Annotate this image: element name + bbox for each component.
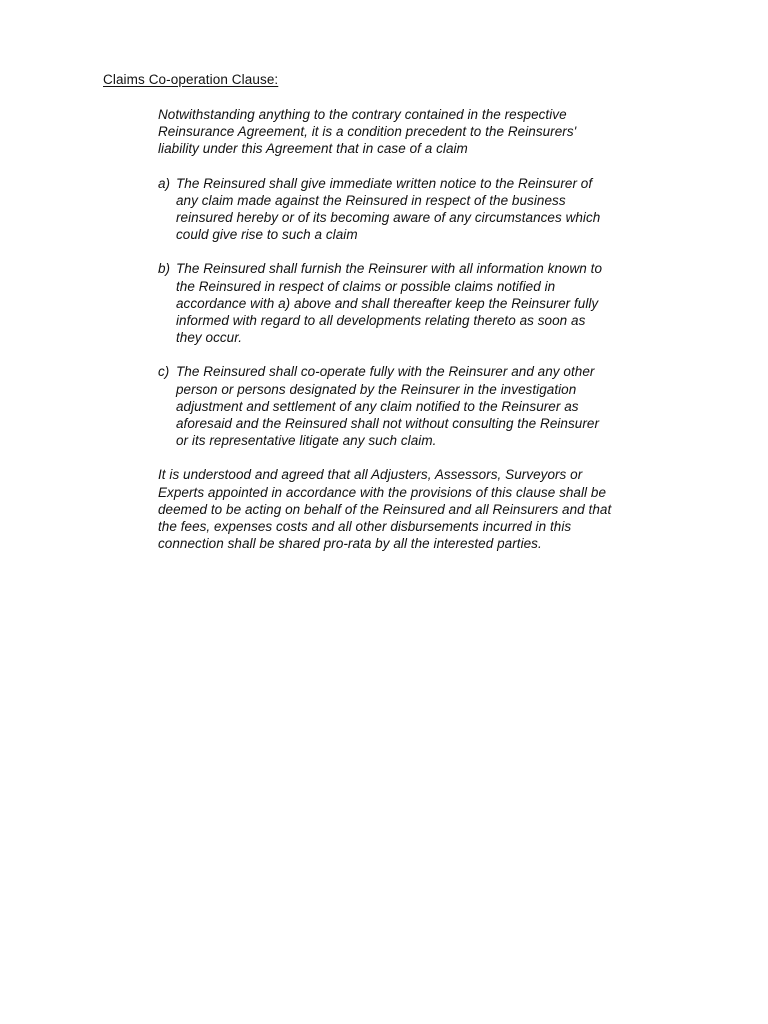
- clause-item-b: [158, 260, 658, 346]
- item-text: The Reinsured shall furnish the Reinsurer with all information known to the Reinsured in respect of claims or possible claims notified in accordance with a) above and shall thereafter keep the Reinsurer fully informed with regard to all developments relating thereto as soon as they occur.: [176, 261, 603, 346]
- clause-body: [158, 106, 658, 569]
- closing-paragraph: It is understood and agreed that all Adjusters, Assessors, Surveyors or Experts appointed in accordance with the provisions of this clause shall be deemed to be acting on behalf of the Reinsured and all Reinsurers and that the fees, expenses costs and all other disbursements incurred in this connection shall be shared pro-rata by all the interested parties.: [158, 467, 612, 552]
- item-marker: a): [158, 175, 171, 191]
- item-text: The Reinsured shall give immediate written notice to the Reinsurer of any claim made against the Reinsured in respect of the business reinsured hereby or of its becoming aware of any circumstances which could give rise to such a claim: [176, 175, 601, 243]
- item-text: The Reinsured shall co-operate fully with the Reinsurer and any other person or persons designated by the Reinsurer in the investigation adjustment and settlement of any claim notified to the Reinsurer as aforesaid and the Reinsured shall not without consulting the Reinsurer or its representative litigate any such claim.: [176, 364, 600, 449]
- item-marker: b): [158, 261, 171, 277]
- item-marker: c): [158, 364, 170, 380]
- clause-item-c: [158, 363, 658, 449]
- clause-item-a: [158, 175, 658, 244]
- intro-paragraph: Notwithstanding anything to the contrary contained in the respective Reinsurance Agreement, it is a condition precedent to the Reinsurers' liability under this Agreement that in case of a claim: [158, 107, 577, 157]
- clause-heading: Claims Co-operation Clause:: [103, 72, 279, 87]
